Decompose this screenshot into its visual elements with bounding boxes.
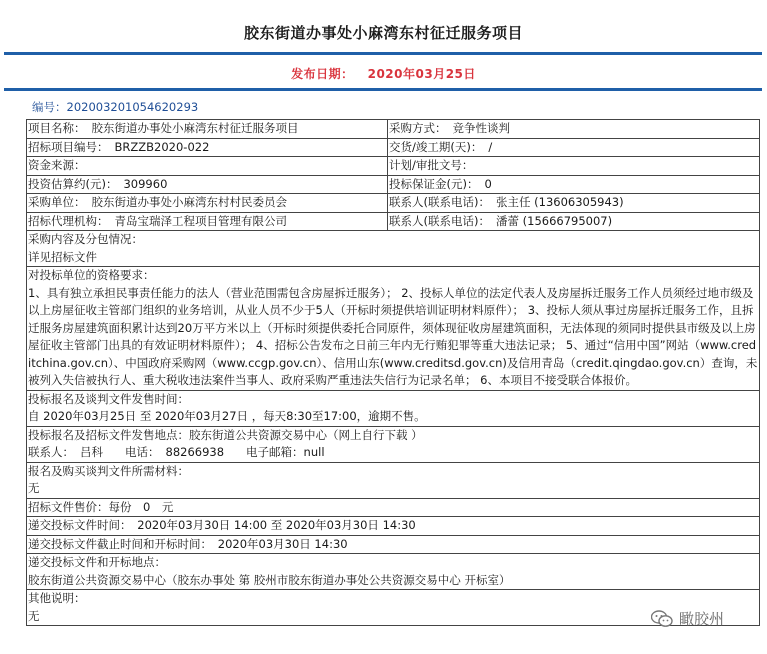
contact-phone-label: 电话： <box>125 445 160 459</box>
table-row <box>27 535 760 554</box>
delivery-period-cell <box>388 138 760 157</box>
purchaser-label: 采购单位： <box>28 195 86 209</box>
bid-number-value: BRZZB2020-022 <box>114 139 210 154</box>
table-row <box>27 462 760 498</box>
agency-contact-label: 联系人(联系电话)： <box>389 213 490 228</box>
project-name-value: 胶东街道办事处小麻湾东村征迁服务项目 <box>91 121 299 135</box>
document-code-label: 编号： <box>32 100 67 114</box>
document-code-value: 20200320105462029​3 <box>66 100 199 114</box>
price-cell <box>27 498 760 517</box>
contact-person-value: 吕科 <box>80 445 103 459</box>
reg-time-label: 投标报名及谈判文件发售时间： <box>28 391 189 406</box>
table-row <box>27 554 760 590</box>
table-row <box>27 498 760 517</box>
bid-bond-cell <box>388 175 760 194</box>
agency-cell <box>27 212 388 231</box>
plan-number-label: 计划/审批文号： <box>389 158 474 172</box>
agency-contact-value: 潘蕾 (15666795007) <box>495 213 613 228</box>
materials-value: 无 <box>28 481 40 495</box>
place-value: 胶东街道公共资源交易中心（胶东办事处 第 胶州市胶东街道办事处公共资源交易中心 开标室） <box>28 572 511 587</box>
purchaser-cell <box>27 194 388 213</box>
table-row <box>27 120 760 139</box>
content-cell <box>27 231 760 267</box>
other-label: 其他说明： <box>28 591 86 605</box>
other-cell <box>27 590 760 626</box>
table-row <box>27 212 760 231</box>
delivery-period-label: 交货/竣工期(天)： <box>389 139 483 154</box>
materials-label: 报名及购买谈判文件所需材料： <box>28 463 189 478</box>
investment-label: 投资估算约(元)： <box>28 176 118 191</box>
content-value: 详见招标文件 <box>28 249 97 264</box>
content-label: 采购内容及分包情况： <box>28 232 143 246</box>
project-info-table <box>26 119 760 626</box>
project-name-cell <box>27 120 388 139</box>
table-row <box>27 517 760 536</box>
contact-email-value: null <box>303 445 325 459</box>
table-row <box>27 267 760 391</box>
deadline-cell <box>27 535 760 554</box>
qualification-text: 1、具有独立承担民事责任能力的法人（营业范围需包含房屋拆迁服务）； 2、投标人单位的法定代表人及房屋拆迁服务工作人员须经过地市级及以上房屋征收主管部门组织的业务培训，从业人员不少于5人（开标时须提供培训证明材料原件）； 3、投标人须从事过房屋拆迁服务工作，且拆迁服务房屋建筑面积累计达到20万平方米以上（开标时须提供委托合同原件，须体现征收房屋建筑面积，无法体现的须同时提供县市级及以上房屋征收主管部门出具的有效证明材料原件）； 4、招标公告发布之日前三年内无行贿犯罪等重大违法记录； 5、通过“信用中国”网站（www.creditchina.gov.cn）、中国政府采购网（www.ccgp.gov.cn）、信用山东(www.creditsd.gov.cn)及信用青岛（credit.qingdao.gov.cn）查询，未被列入失信被执行人、重大税收违法案件当事人、政府采购严重违法失信行为记录名单； 6、本项目不接受联合体报价。 <box>28 285 758 387</box>
title-divider-bottom <box>4 88 762 91</box>
publish-date-label: 发布日期： <box>291 67 354 81</box>
project-name-label: 项目名称： <box>28 121 86 135</box>
purchaser-contact-cell <box>388 194 760 213</box>
purchase-method-label: 采购方式： <box>389 121 447 135</box>
bid-bond-label: 投标保证金(元)： <box>389 176 479 191</box>
watermark <box>651 608 724 629</box>
table-row <box>27 194 760 213</box>
bid-number-cell <box>27 138 388 157</box>
agency-value: 青岛宝瑞泽工程项目管理有限公司 <box>114 213 287 228</box>
bid-bond-value: 0 <box>484 176 492 191</box>
contact-person-label: 联系人： <box>28 445 74 459</box>
agency-label: 招标代理机构： <box>28 213 109 228</box>
bid-number-label: 招标项目编号： <box>28 139 109 154</box>
purchase-method-cell <box>388 120 760 139</box>
place-cell <box>27 554 760 590</box>
table-row <box>27 590 760 626</box>
qualification-label: 对投标单位的资格要求： <box>28 268 155 282</box>
wechat-icon <box>651 610 673 628</box>
fund-source-label: 资金来源： <box>28 158 86 172</box>
price-text: 招标文件售价：每份 0 元 <box>28 499 174 514</box>
plan-number-cell <box>388 157 760 176</box>
publish-date <box>0 65 767 82</box>
contact-phone-value: 88266938 <box>165 445 225 459</box>
table-row <box>27 138 760 157</box>
page-title: 胶东街道办事处小麻湾东村征迁服务项目 <box>243 24 523 42</box>
investment-value: 309960 <box>123 176 168 191</box>
purchase-method-value: 竞争性谈判 <box>452 121 510 135</box>
contact-email-label: 电子邮箱： <box>246 445 304 459</box>
purchaser-contact-value: 张主任 (13606305943) <box>495 195 624 209</box>
table-row <box>27 231 760 267</box>
title-divider-top <box>4 52 762 55</box>
submit-time-text: 递交投标文件时间： 2020年03月30日 14:00 至 2020年03月30日 14:30 <box>28 518 416 532</box>
fund-source-cell <box>27 157 388 176</box>
document-code <box>32 99 198 115</box>
contact-line <box>28 444 759 462</box>
table-row <box>27 157 760 176</box>
publish-date-value: 2020年03月25日 <box>367 67 476 81</box>
purchaser-contact-label: 联系人(联系电话)： <box>389 195 490 209</box>
table-row <box>27 390 760 426</box>
qualification-cell <box>27 267 760 391</box>
table-row <box>27 175 760 194</box>
table-row <box>27 426 760 462</box>
delivery-period-value: / <box>488 139 493 154</box>
reg-place: 投标报名及招标文件发售地点：胶东街道公共资源交易中心（网上自行下载 ） <box>28 427 423 442</box>
submit-time-cell <box>27 517 760 536</box>
watermark-text: 瞰胶州 <box>679 610 725 628</box>
reg-time-cell <box>27 390 760 426</box>
agency-contact-cell <box>388 212 760 231</box>
other-value: 无 <box>28 608 40 623</box>
place-label: 递交投标文件和开标地点： <box>28 555 166 569</box>
deadline-text: 递交投标文件截止时间和开标时间： 2020年03月30日 14:30 <box>28 536 348 551</box>
reg-place-cell <box>27 426 760 462</box>
reg-time-value: 自 2020年03月25日 至 2020年03月27日 ，每天8:30至17:00，逾期不售。 <box>28 409 426 423</box>
purchaser-value: 胶东街道办事处小麻湾东村村民委员会 <box>91 195 287 209</box>
materials-cell <box>27 462 760 498</box>
investment-cell <box>27 175 388 194</box>
